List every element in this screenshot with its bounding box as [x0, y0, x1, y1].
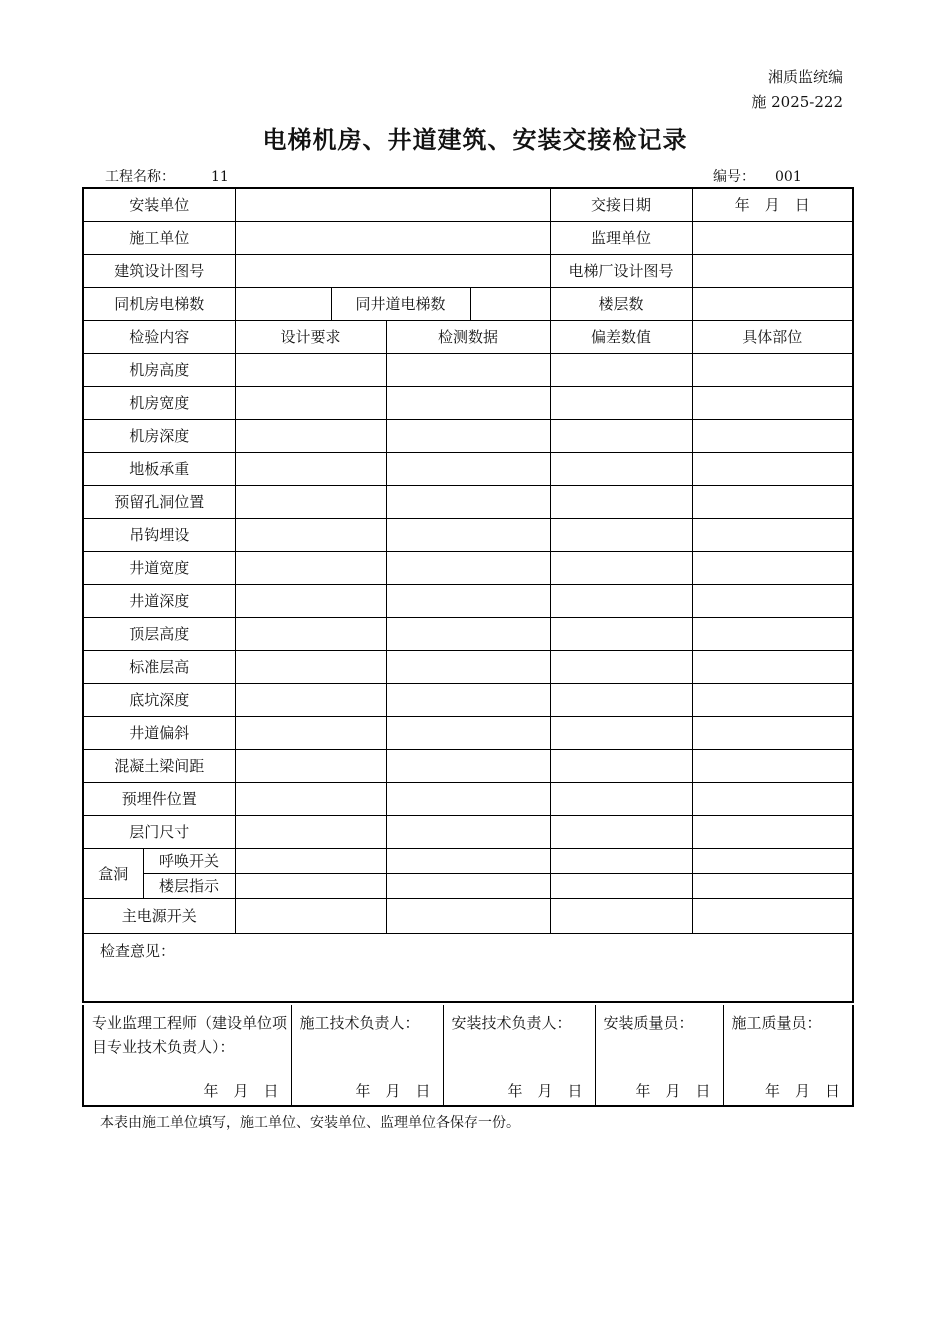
install-unit-field[interactable]	[235, 188, 550, 221]
item-label: 主电源开关	[83, 898, 235, 933]
location-cell[interactable]	[692, 650, 853, 683]
item-label: 预留孔洞位置	[83, 485, 235, 518]
deviation-cell[interactable]	[550, 485, 692, 518]
same-room-count-label: 同机房电梯数	[83, 287, 235, 320]
col-header-design: 设计要求	[235, 320, 386, 353]
signature-cell-construction-tech[interactable]	[291, 1005, 443, 1106]
deviation-cell[interactable]	[550, 650, 692, 683]
location-cell[interactable]	[692, 683, 853, 716]
measured-cell[interactable]	[386, 815, 550, 848]
deviation-cell[interactable]	[550, 898, 692, 933]
design-cell[interactable]	[235, 584, 386, 617]
deviation-cell[interactable]	[550, 749, 692, 782]
signature-cell-supervisor[interactable]	[83, 1005, 291, 1106]
table-row	[83, 485, 853, 518]
floor-count-field[interactable]	[692, 287, 853, 320]
supervision-unit-label: 监理单位	[550, 221, 692, 254]
measured-cell[interactable]	[386, 386, 550, 419]
signature-label: 专业监理工程师（建设单位项目专业技术负责人）：	[92, 1014, 288, 1056]
location-cell[interactable]	[692, 386, 853, 419]
location-cell[interactable]	[692, 584, 853, 617]
signature-label: 安装技术负责人：	[451, 1014, 572, 1032]
measured-cell[interactable]	[386, 617, 550, 650]
table-row	[83, 650, 853, 683]
measured-cell[interactable]	[386, 551, 550, 584]
record-number-label: 编号：	[713, 169, 755, 185]
location-cell[interactable]	[692, 518, 853, 551]
location-cell[interactable]	[692, 353, 853, 386]
table-row	[83, 452, 853, 485]
design-cell[interactable]	[235, 782, 386, 815]
design-cell[interactable]	[235, 716, 386, 749]
item-label: 井道宽度	[83, 551, 235, 584]
floor-count-label: 楼层数	[550, 287, 692, 320]
location-cell[interactable]	[692, 716, 853, 749]
deviation-cell[interactable]	[550, 452, 692, 485]
col-header-deviation: 偏差数值	[550, 320, 692, 353]
measured-cell[interactable]	[386, 518, 550, 551]
item-label: 吊钩埋设	[83, 518, 235, 551]
measured-cell[interactable]	[386, 848, 550, 873]
design-cell[interactable]	[235, 551, 386, 584]
deviation-cell[interactable]	[550, 716, 692, 749]
column-header-row	[83, 320, 853, 353]
handover-date-label: 交接日期	[550, 188, 692, 221]
item-label: 机房深度	[83, 419, 235, 452]
project-name-row	[105, 166, 229, 186]
project-name-value[interactable]: 11	[211, 169, 229, 185]
signature-date: 年 月 日	[203, 1082, 279, 1100]
item-label: 混凝土梁间距	[83, 749, 235, 782]
form-code-line1: 湘质监统编	[767, 68, 843, 86]
install-unit-label: 安装单位	[83, 188, 235, 221]
deviation-cell[interactable]	[550, 386, 692, 419]
signature-date: 年 月 日	[355, 1082, 431, 1100]
item-label: 楼层指示	[143, 873, 235, 898]
table-row	[83, 782, 853, 815]
measured-cell[interactable]	[386, 584, 550, 617]
deviation-cell[interactable]	[550, 419, 692, 452]
measured-cell[interactable]	[386, 782, 550, 815]
location-cell[interactable]	[692, 848, 853, 873]
deviation-cell[interactable]	[550, 683, 692, 716]
design-cell[interactable]	[235, 898, 386, 933]
table-row	[83, 419, 853, 452]
signature-cell-install-qa[interactable]	[595, 1005, 723, 1106]
box-hole-label: 盒洞	[83, 848, 143, 898]
table-row	[83, 386, 853, 419]
table-row	[83, 873, 853, 898]
deviation-cell[interactable]	[550, 617, 692, 650]
measured-cell[interactable]	[386, 650, 550, 683]
location-cell[interactable]	[692, 617, 853, 650]
deviation-cell[interactable]	[550, 518, 692, 551]
measured-cell[interactable]	[386, 485, 550, 518]
item-label: 预埋件位置	[83, 782, 235, 815]
arch-drawing-label: 建筑设计图号	[83, 254, 235, 287]
signature-date: 年 月 日	[507, 1082, 583, 1100]
table-row	[83, 617, 853, 650]
same-shaft-count-field[interactable]	[470, 287, 550, 320]
measured-cell[interactable]	[386, 683, 550, 716]
design-cell[interactable]	[235, 873, 386, 898]
handover-date-field[interactable]: 年 月 日	[692, 188, 853, 221]
table-row	[83, 815, 853, 848]
table-row	[83, 353, 853, 386]
arch-drawing-field[interactable]	[235, 254, 550, 287]
signature-cell-construction-qa[interactable]	[723, 1005, 853, 1106]
design-cell[interactable]	[235, 452, 386, 485]
supervision-unit-field[interactable]	[692, 221, 853, 254]
design-cell[interactable]	[235, 650, 386, 683]
item-label: 机房高度	[83, 353, 235, 386]
location-cell[interactable]	[692, 749, 853, 782]
col-header-location: 具体部位	[692, 320, 853, 353]
item-label: 顶层高度	[83, 617, 235, 650]
location-cell[interactable]	[692, 782, 853, 815]
opinion-label: 检查意见：	[100, 941, 176, 960]
design-cell[interactable]	[235, 815, 386, 848]
col-header-measured: 检测数据	[386, 320, 550, 353]
signature-date: 年 月 日	[764, 1082, 840, 1100]
item-label: 井道偏斜	[83, 716, 235, 749]
measured-cell[interactable]	[386, 353, 550, 386]
measured-cell[interactable]	[386, 873, 550, 898]
same-room-count-field[interactable]	[235, 287, 331, 320]
opinion-row	[83, 933, 853, 1002]
deviation-cell[interactable]	[550, 353, 692, 386]
deviation-cell[interactable]	[550, 815, 692, 848]
page-title: 电梯机房、井道建筑、安装交接检记录	[262, 126, 688, 154]
location-cell[interactable]	[692, 485, 853, 518]
deviation-cell[interactable]	[550, 873, 692, 898]
table-row	[83, 716, 853, 749]
measured-cell[interactable]	[386, 898, 550, 933]
opinion-field[interactable]	[83, 933, 853, 1002]
design-cell[interactable]	[235, 617, 386, 650]
signature-label: 安装质量员：	[603, 1014, 694, 1032]
deviation-cell[interactable]	[550, 551, 692, 584]
item-label: 底坑深度	[83, 683, 235, 716]
design-cell[interactable]	[235, 749, 386, 782]
design-cell[interactable]	[235, 485, 386, 518]
form-code-line2: 施 2025-222	[751, 93, 843, 111]
location-cell[interactable]	[692, 551, 853, 584]
item-label: 地板承重	[83, 452, 235, 485]
record-number-row	[713, 166, 802, 186]
design-cell[interactable]	[235, 353, 386, 386]
item-label: 井道深度	[83, 584, 235, 617]
item-label: 层门尺寸	[83, 815, 235, 848]
table-row	[83, 749, 853, 782]
footnote: 本表由施工单位填写，施工单位、安装单位、监理单位各保存一份。	[100, 1115, 520, 1131]
location-cell[interactable]	[692, 419, 853, 452]
location-cell[interactable]	[692, 873, 853, 898]
design-cell[interactable]	[235, 518, 386, 551]
measured-cell[interactable]	[386, 419, 550, 452]
design-cell[interactable]	[235, 848, 386, 873]
deviation-cell[interactable]	[550, 584, 692, 617]
item-label: 呼唤开关	[143, 848, 235, 873]
same-shaft-count-label: 同井道电梯数	[331, 287, 470, 320]
item-label: 标准层高	[83, 650, 235, 683]
deviation-cell[interactable]	[550, 782, 692, 815]
signature-label: 施工技术负责人：	[299, 1014, 420, 1032]
location-cell[interactable]	[692, 815, 853, 848]
signature-date: 年 月 日	[635, 1082, 711, 1100]
table-row	[83, 551, 853, 584]
record-number-value[interactable]: 001	[775, 169, 802, 185]
design-cell[interactable]	[235, 419, 386, 452]
elevator-drawing-field[interactable]	[692, 254, 853, 287]
measured-cell[interactable]	[386, 452, 550, 485]
construction-unit-field[interactable]	[235, 221, 550, 254]
inspection-table	[82, 187, 854, 1003]
measured-cell[interactable]	[386, 716, 550, 749]
table-row	[83, 898, 853, 933]
table-row	[83, 584, 853, 617]
table-row	[83, 683, 853, 716]
table-row	[83, 848, 853, 873]
construction-unit-label: 施工单位	[83, 221, 235, 254]
design-cell[interactable]	[235, 386, 386, 419]
measured-cell[interactable]	[386, 749, 550, 782]
item-label: 机房宽度	[83, 386, 235, 419]
location-cell[interactable]	[692, 452, 853, 485]
deviation-cell[interactable]	[550, 848, 692, 873]
table-row	[83, 518, 853, 551]
project-name-label: 工程名称：	[105, 169, 175, 185]
col-header-item: 检验内容	[83, 320, 235, 353]
location-cell[interactable]	[692, 898, 853, 933]
signature-cell-install-tech[interactable]	[443, 1005, 595, 1106]
signature-label: 施工质量员：	[731, 1014, 822, 1032]
signature-table	[82, 1005, 854, 1107]
elevator-drawing-label: 电梯厂设计图号	[550, 254, 692, 287]
design-cell[interactable]	[235, 683, 386, 716]
